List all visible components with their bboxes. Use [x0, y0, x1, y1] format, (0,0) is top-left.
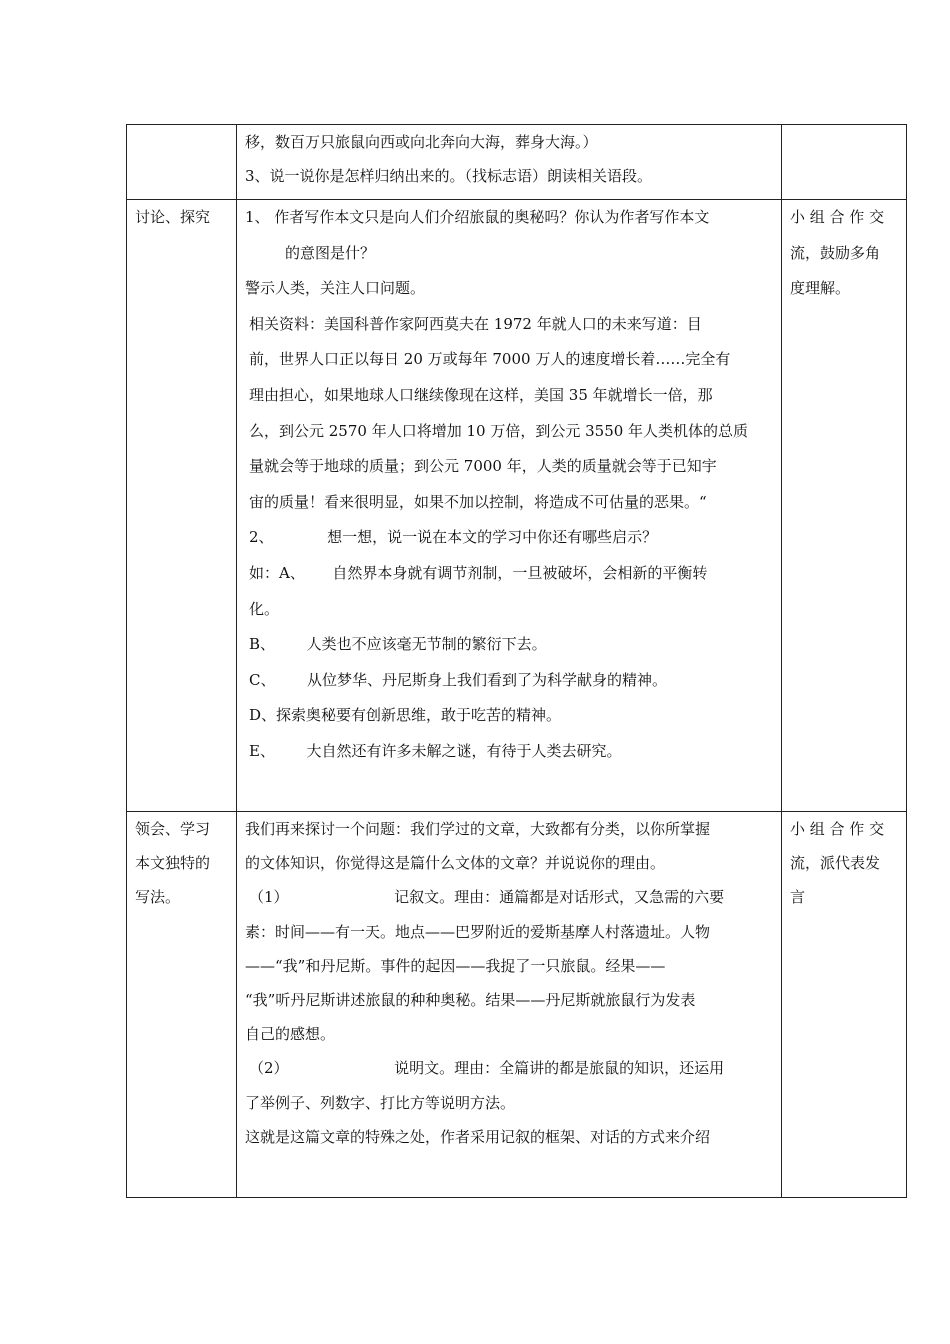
list-text: 想一想，说一说在本文的学习中你还有哪些启示？ [327, 528, 658, 547]
text-line: 1、 作者写作本文只是向人们介绍旅鼠的奥秘吗？你认为作者写作本文 [245, 208, 710, 226]
note-line: 流，派代表发 [790, 854, 881, 873]
content-cell [237, 812, 782, 1198]
text-line [245, 556, 773, 592]
content-cell [237, 200, 782, 812]
list-text: 自然界本身就有调节剂制，一旦被破坏，会相新的平衡转 [332, 563, 708, 582]
text-line: 理由担心，如果地球人口继续像现在这样，美国 35 年就增长一倍，那 [249, 385, 713, 404]
text-line: 么，到公元 2570 年人口将增加 10 万倍，到公元 3550 年人类机体的总质 [249, 421, 749, 440]
text-line [245, 520, 773, 556]
stage-label: 本文独特的 [135, 854, 211, 873]
text-line [245, 734, 773, 770]
text-line: 的意图是什？ [285, 243, 376, 262]
text-line: 这就是这篇文章的特殊之处，作者采用记叙的框架、对话的方式来介绍 [245, 1127, 711, 1146]
note-cell [782, 200, 907, 812]
stage-cell [127, 812, 237, 1198]
text-line: 警示人类，关注人口问题。 [245, 279, 426, 298]
note-cell [782, 812, 907, 1198]
list-marker: 如：A、 [249, 563, 305, 582]
note-line: 小 组 合 作 交 [790, 820, 885, 838]
list-text: 大自然还有许多未解之谜，有待于人类去研究。 [306, 741, 622, 760]
list-marker: E、 [249, 741, 275, 760]
text-line: “我”听丹尼斯讲述旅鼠的种种奥秘。结果——丹尼斯就旅鼠行为发表 [245, 990, 696, 1009]
text-line: 化。 [249, 599, 280, 618]
table-row [127, 812, 907, 1198]
stage-cell [127, 125, 237, 200]
stage-label: 讨论、探究 [135, 208, 211, 226]
text-line [245, 880, 773, 914]
note-line: 流，鼓励多角 [790, 243, 881, 262]
list-marker: C、 [249, 670, 276, 689]
text-line: 移，数百万只旅鼠向西或向北奔向大海，葬身大海。） [245, 133, 598, 151]
stage-cell [127, 200, 237, 812]
list-text: 说明文。理由：全篇讲的都是旅鼠的知识，还运用 [394, 1059, 725, 1078]
text-line: 宙的质量！看来很明显，如果不加以控制，将造成不可估量的恶果。“ [249, 492, 707, 511]
text-line: 我们再来探讨一个问题：我们学过的文章，大致都有分类，以你所掌握 [245, 820, 711, 838]
text-line: ——“我”和丹尼斯。事件的起因——我捉了一只旅鼠。经果—— [245, 956, 666, 975]
text-line: 相关资料：美国科普作家阿西莫夫在 1972 年就人口的未来写道：目 [249, 314, 702, 333]
note-line: 小 组 合 作 交 [790, 208, 885, 226]
text-line: 量就会等于地球的质量；到公元 7000 年，人类的质量就会等于已知宇 [249, 457, 717, 476]
text-line: 了举例子、列数字、打比方等说明方法。 [245, 1093, 516, 1112]
text-line: 的文体知识，你觉得这是篇什么文体的文章？并说说你的理由。 [245, 854, 666, 873]
stage-label: 领会、学习 [135, 820, 211, 838]
text-line: D、探索奥秘要有创新思维，敢于吃苦的精神。 [249, 706, 562, 725]
note-line: 度理解。 [790, 279, 851, 298]
list-marker: 2、 [249, 528, 274, 547]
list-text: 人类也不应该毫无节制的繁衍下去。 [306, 635, 547, 654]
table-row [127, 200, 907, 812]
list-text: 记叙文。理由：通篇都是对话形式，又急需的六要 [394, 888, 725, 907]
text-line [245, 663, 773, 699]
text-line: 自己的感想。 [245, 1025, 336, 1044]
list-marker: （1） [249, 888, 289, 907]
list-text: 从位梦华、丹尼斯身上我们看到了为科学献身的精神。 [307, 670, 668, 689]
content-cell [237, 125, 782, 200]
list-marker: （2） [249, 1059, 289, 1078]
text-line: 3、说一说你是怎样归纳出来的。（找标志语）朗读相关语段。 [245, 167, 653, 185]
text-line: 前，世界人口正以每日 20 万或每年 7000 万人的速度增长着……完全有 [249, 350, 731, 369]
table-row [127, 125, 907, 200]
note-line: 言 [790, 888, 806, 907]
text-line [245, 627, 773, 663]
list-marker: B、 [249, 635, 276, 654]
lesson-plan-table [126, 124, 907, 1198]
stage-label: 写法。 [135, 888, 181, 907]
text-line [245, 1051, 773, 1085]
note-cell [782, 125, 907, 200]
text-line: 素：时间——有一天。地点——巴罗附近的爱斯基摩人村落遗址。人物 [245, 922, 711, 941]
